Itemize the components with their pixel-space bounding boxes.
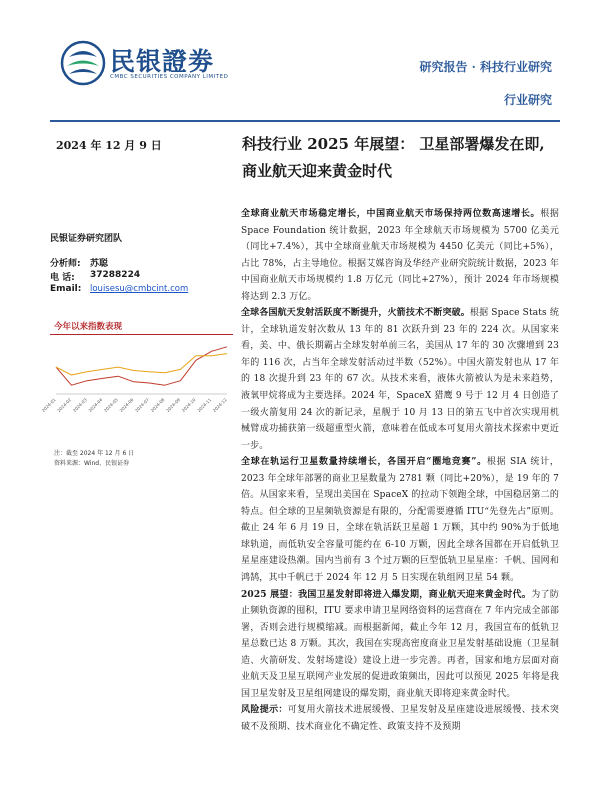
company-logo: [60, 40, 230, 100]
risk-paragraph: [241, 702, 559, 735]
analyst-label: 分析师:: [50, 259, 81, 269]
phone-row: [50, 270, 140, 283]
summary-paragraph-1: [241, 206, 559, 305]
email-label: Email:: [50, 284, 82, 294]
x-tick-label: 2024-04: [87, 397, 104, 414]
summary-text-2: 根据 Space Stats 统计，全球轨道发射次数从 13 年的 81 次跃升到 23 年的 224 次。从国家来看，美、中、俄长期霸占全球发射单前三名，美国从 17 年的 30 次骤增到 23 年的 116 次，占当年全球发射活动过半数（52%）。中国火箭发射也从 17 年的 18 次提升到 23 年的 67 次。从技术来看，液体火箭被认为是未来趋势，液氧甲烷将成为主要选择。2024 年，SpaceX 猎鹰 9 号于 12 月 4 日创造了一级火箭复用 24 次的新记录，星舰于 10 月 13 日的第五飞中首次实现用机械臂成功捕获第一级超重型火箭，意味着在低成本可复用火箭技术探索中更近一步。: [241, 308, 559, 451]
analyst-name: 苏聪: [90, 259, 109, 269]
summary-lead-2: 全球各国航天发射活跃度不断提升，火箭技术不断突破。: [241, 308, 470, 319]
x-tick-label: 2024-06: [118, 397, 135, 414]
x-tick-label: 2024-03: [71, 397, 88, 414]
x-tick-label: 2024-10: [180, 397, 197, 414]
x-tick-label: 2024-11: [196, 397, 213, 414]
analyst-row: [50, 256, 108, 269]
email-link[interactable]: louisesu@cmbcint.com: [90, 284, 189, 294]
email-row: [50, 284, 188, 294]
summary-text-1: 根据 Space Foundation 统计数据，2023 年全球航天市场规模为 5700 亿美元（同比+7.4%），其中全球商业航天市场规模为 4450 亿美元（同比+5%），占比 78%，占主导地位。根据艾媒咨询及华经产业研究院统计数据，2023 年中国商业航天市场规模约 1.8 万亿元（同比+27%），预计 2024 年市场规模将达到 2.3 万亿。: [241, 209, 559, 302]
chart-title-rule: [50, 334, 233, 335]
summary-text-4: 为了防止频轨资源的囤积，ITU 要求申请卫星网络资料的运营商在 7 年内完成全部部署，否则会进行规模缩减。而根据新闻，截止今年 12 月，我国宣布的低轨卫星总数已达 8 万颗。其次，我国在实现高密度商业卫星发射基础设施（卫星制造、火箭研发、发射场建设）建设上进一步完善。再者，国家和地方层面对商业航天及卫星互联网产业发展的促进政策频出，因此可以预见 2025 年将是我国卫星发射及卫星组网建设的爆发期，商业航天即将迎来黄金时代。: [241, 589, 560, 699]
summary-paragraph-3: [241, 454, 559, 586]
x-tick-label: 2024-05: [102, 397, 119, 414]
chart-plot: [40, 336, 233, 416]
logo-english-name: CMBC SECURITIES COMPANY LIMITED: [110, 74, 229, 80]
x-tick-label: 2024-12: [211, 397, 228, 414]
summary-lead-1: 全球商业航天市场稳定增长，中国商业航天市场保持两位数高速增长。: [241, 209, 541, 219]
series-line-1: [56, 347, 227, 385]
summary-paragraph-2: [241, 305, 559, 454]
phone-number: 37288224: [90, 270, 141, 280]
report-title-line-2: 商业航天迎来黄金时代: [242, 162, 393, 180]
header-divider: [50, 120, 560, 122]
summary-lead-4: 2025 展望：我国卫星发射即将进入爆发期，商业航天迎来黄金时代。: [241, 589, 532, 600]
logo-mark-icon: [60, 40, 106, 86]
index-performance-chart: [40, 320, 233, 440]
chart-note-date: 注：截至 2024 年 12 月 6 日: [54, 450, 135, 457]
risk-text: 可复用火箭技术进展缓慢、卫星发射及星座建设进展缓慢、技术突破不及预期、技术商业化不确定性、政策支持不及预期: [241, 705, 559, 732]
x-tick-label: 2024-07: [134, 397, 150, 414]
report-category: 研究报告 · 科技行业研究: [419, 60, 552, 74]
x-tick-label: 2024-01: [40, 397, 57, 414]
report-summary: [241, 206, 559, 736]
report-subcategory: 行业研究: [503, 93, 552, 107]
x-tick-label: 2024-02: [56, 397, 73, 414]
summary-text-3: 根据 SIA 统计，2023 年全球年部署的商业卫星数量为 2781 颗（同比+20%），是 19 年的 7 倍。从国家来看，呈现出美国在 SpaceX 的拉动下领跑全球，中国稳居第二的特点。但全球的卫星频轨资源是有限的，分配需要遵循 ITU“先登先占”原则。截止 24 年 6 月 19 日，全球在轨活跃卫星超 1 万颗，其中约 90%为于低地球轨道，而低轨安全容量可能约在 6-10 万颗，因此全球各国都在开启低轨卫星星座建设热潮。国内当前有 3 个过万颗的巨型低轨卫星星座：千帆、国网和鸿鹄，其中千帆已于 2024 年 12 月 5 日实现在轨组网卫星 54 颗。: [241, 457, 559, 584]
x-tick-label: 2024-08: [149, 397, 166, 414]
research-team: 民银证券研究团队: [50, 234, 123, 244]
report-date: 2024 年 12 月 9 日: [56, 139, 162, 152]
logo-name: 民银證劵: [110, 47, 215, 76]
risk-lead: 风险提示：: [241, 705, 288, 716]
x-tick-label: 2024-09: [165, 397, 182, 414]
summary-paragraph-4: [241, 587, 559, 703]
chart-note-source: 资料来源：Wind、民银证券: [54, 460, 130, 467]
chart-title: 今年以来指数表现: [54, 322, 123, 332]
phone-label: 电 话:: [50, 273, 75, 283]
summary-lead-3: 全球在轨运行卫星数量持续增长，各国开启“圈地竞赛”。: [241, 457, 487, 468]
report-title-line-1: 科技行业 2025 年展望： 卫星部署爆发在即,: [242, 135, 545, 153]
